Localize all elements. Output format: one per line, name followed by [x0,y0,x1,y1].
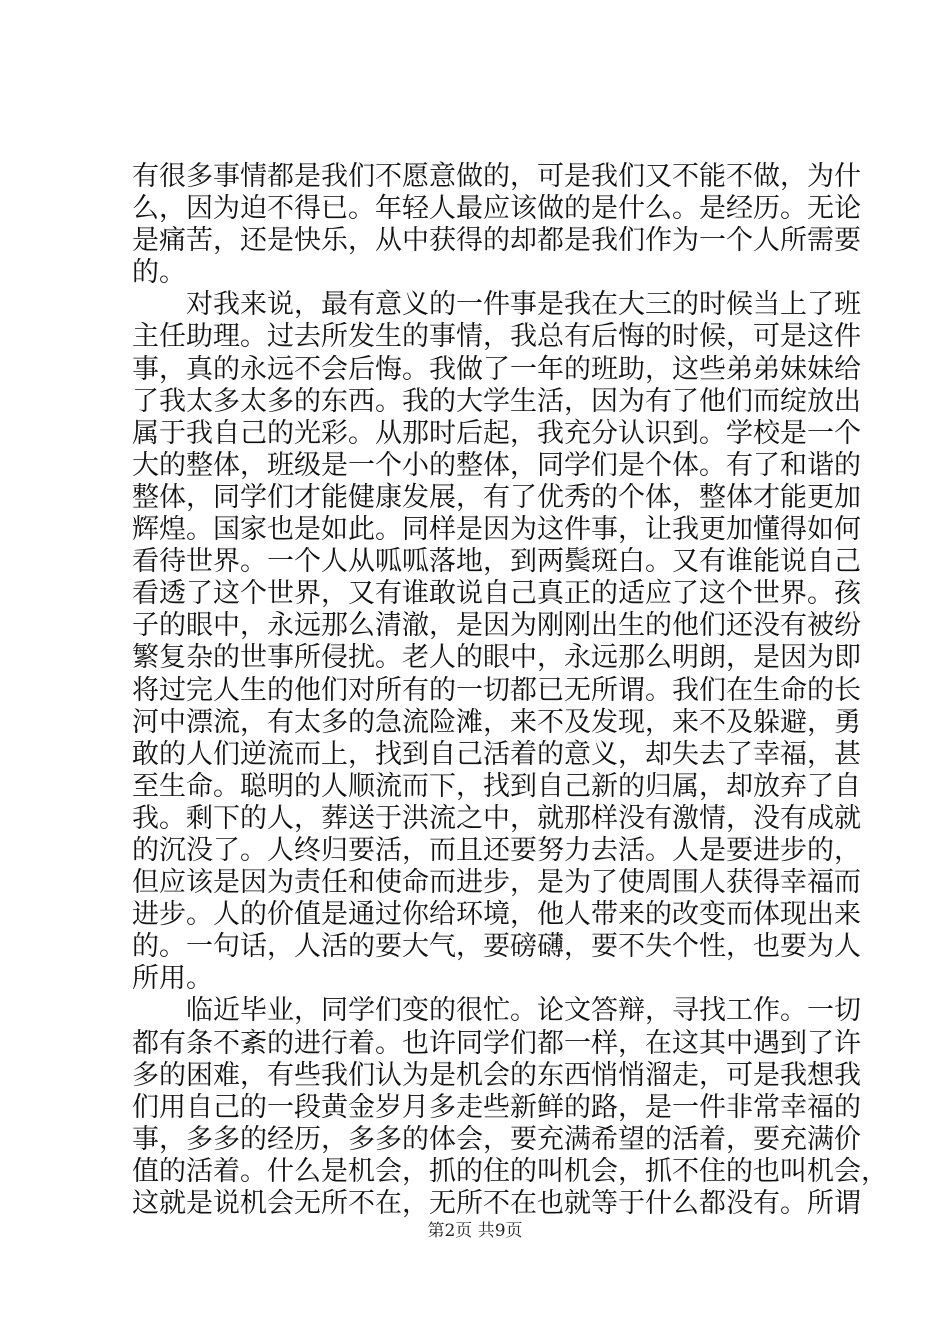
text-line: 繁复杂的世事所侵扰。老人的眼中，永远那么明朗，是因为即 [132,642,861,674]
text-line: 值的活着。什么是机会，抓的住的叫机会，抓不住的也叫机会， [132,1155,888,1187]
text-line: 是痛苦，还是快乐，从中获得的却都是我们作为一个人所需要 [132,225,861,257]
text-line: 辉煌。国家也是如此。同样是因为这件事，让我更加懂得如何 [132,514,861,546]
text-line: 都有条不紊的进行着。也许同学们都一样，在这其中遇到了许 [132,1027,861,1059]
text-line: 至生命。聪明的人顺流而下，找到自己新的归属，却放弃了自 [132,770,861,802]
text-line: 所用。 [132,963,213,995]
text-line: 对我来说，最有意义的一件事是我在大三的时候当上了班 [186,289,861,321]
text-line: 看透了这个世界，又有谁敢说自己真正的适应了这个世界。孩 [132,578,861,610]
text-line: 但应该是因为责任和使命而进步，是为了使周围人获得幸福而 [132,867,861,899]
text-line: 临近毕业，同学们变的很忙。论文答辩，寻找工作。一切 [186,995,861,1027]
text-line: 进步。人的价值是通过你给环境，他人带来的改变而体现出来 [132,899,861,931]
text-line: 将过完人生的他们对所有的一切都已无所谓。我们在生命的长 [132,674,861,706]
text-line: 子的眼中，永远那么清澈，是因为刚刚出生的他们还没有被纷 [132,610,861,642]
page-number: 第2页 共9页 [427,1221,523,1241]
text-line: 事，真的永远不会后悔。我做了一年的班助，这些弟弟妹妹给 [132,353,861,385]
text-line: 大的整体，班级是一个小的整体，同学们是个体。有了和谐的 [132,449,861,481]
text-line: 么，因为迫不得已。年轻人最应该做的是什么。是经历。无论 [132,193,861,225]
text-line: 主任助理。过去所发生的事情，我总有后悔的时候，可是这件 [132,321,861,353]
text-line: 看待世界。一个人从呱呱落地，到两鬓斑白。又有谁能说自己 [132,546,861,578]
text-line: 河中漂流，有太多的急流险滩，来不及发现，来不及躲避，勇 [132,706,861,738]
text-line: 敢的人们逆流而上，找到自己活着的意义，却失去了幸福，甚 [132,738,861,770]
text-line: 的。 [132,257,186,289]
text-line: 整体，同学们才能健康发展，有了优秀的个体，整体才能更加 [132,481,861,513]
text-line: 的。一句话，人活的要大气，要磅礴，要不失个性，也要为人 [132,931,861,963]
text-line: 我。剩下的人，葬送于洪流之中，就那样没有激情，没有成就 [132,802,861,834]
text-line: 了我太多太多的东西。我的大学生活，因为有了他们而绽放出 [132,385,861,417]
text-line: 事，多多的经历，多多的体会，要充满希望的活着，要充满价 [132,1123,861,1155]
text-line: 们用自己的一段黄金岁月多走些新鲜的路，是一件非常幸福的 [132,1091,861,1123]
body-text [132,161,888,1220]
text-line: 属于我自己的光彩。从那时后起，我充分认识到。学校是一个 [132,417,861,449]
text-line: 这就是说机会无所不在，无所不在也就等于什么都没有。所谓 [132,1188,861,1219]
text-line: 有很多事情都是我们不愿意做的，可是我们又不能不做，为什 [132,161,861,192]
text-line: 多的困难，有些我们认为是机会的东西悄悄溜走，可是我想我 [132,1059,861,1091]
text-line: 的沉没了。人终归要活，而且还要努力去活。人是要进步的， [132,834,861,866]
